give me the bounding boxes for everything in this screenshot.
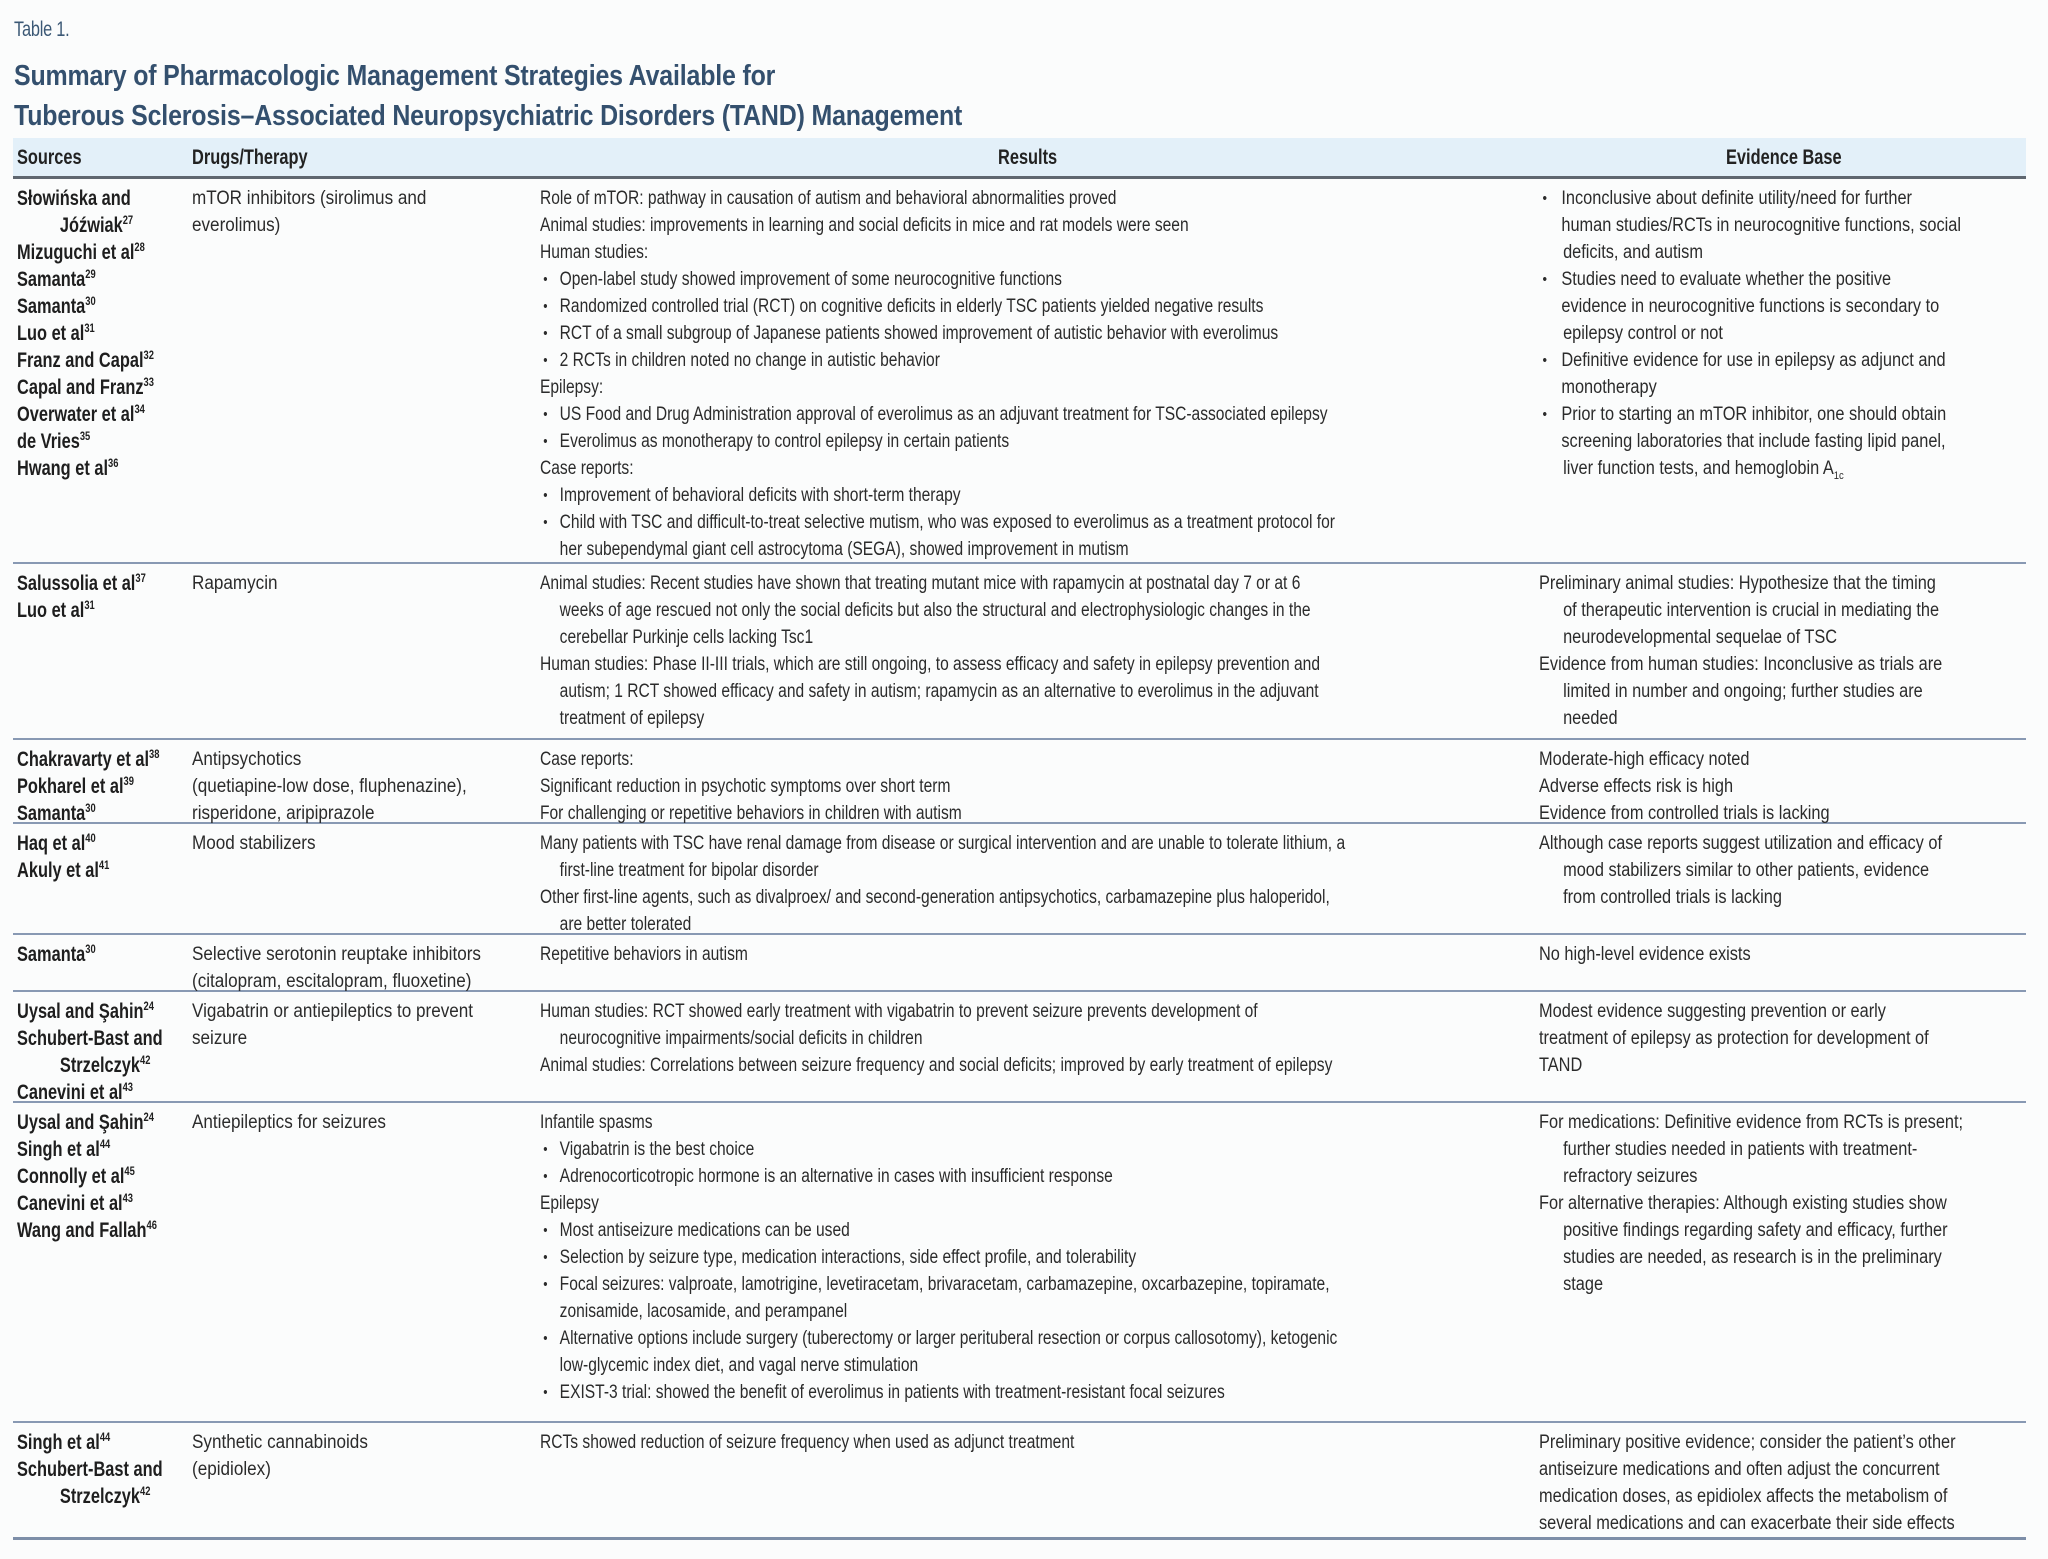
line-text: autism; 1 RCT showed efficacy and safety in autism; rapamycin as an alternative to everolimus in the adjuvant — [559, 681, 1319, 702]
source-citation — [17, 1025, 204, 1052]
evidence-base-cell — [1539, 941, 2019, 968]
source-name: Samanta — [17, 802, 86, 825]
source-name: Overwater et al — [17, 403, 135, 426]
source-name: Strzelczyk — [59, 1485, 141, 1508]
source-citation — [17, 773, 204, 800]
drug-line: (quetiapine-low dose, fluphenazine), — [192, 776, 467, 797]
continuation-line — [1539, 884, 1952, 911]
source-citation — [17, 1429, 204, 1456]
table-row — [13, 740, 2026, 824]
source-name: Akuly et al — [17, 859, 99, 882]
line-text: deficits, and autism — [1563, 242, 1703, 263]
text-line: For alternative therapies: Although existing studies show — [1539, 1193, 1947, 1214]
drug-line: Synthetic cannabinoids — [192, 1432, 368, 1453]
line-text: weeks of age rescued not only the social deficits but also the structural and electrophysiologic changes in the — [559, 600, 1311, 621]
results-cell — [540, 830, 1540, 938]
results-cell — [540, 746, 1540, 827]
results-cell — [540, 1429, 1540, 1456]
source-name: Jóźwiak — [59, 214, 123, 237]
bullet-item: • Alternative options include surgery (tuberectomy or larger perituberal resection or corpus callosotomy), ketogenic — [540, 1325, 1360, 1352]
table-row — [13, 564, 2026, 740]
line-text: first-line treatment for bipolar disorder — [559, 860, 819, 881]
drugs-therapy-cell — [192, 185, 537, 239]
evidence-base-cell — [1539, 830, 2019, 911]
bullet-item: • Open-label study showed improvement of some neurocognitive functions — [540, 266, 1360, 293]
reference-number: 35 — [79, 429, 91, 443]
bullet-item: • US Food and Drug Administration approval of everolimus as an adjuvant treatment for TSC-associated epilepsy — [540, 401, 1360, 428]
drugs-therapy-cell — [192, 570, 537, 597]
source-name: Chakravarty et al — [17, 748, 150, 771]
drugs-therapy-cell — [192, 998, 537, 1052]
evidence-base-cell — [1539, 746, 2019, 827]
reference-number: 37 — [135, 571, 146, 585]
reference-number: 31 — [84, 598, 95, 612]
table-title — [14, 56, 1390, 136]
results-cell — [540, 941, 1540, 968]
reference-number: 33 — [143, 375, 154, 389]
source-name: Słowińska and — [17, 187, 131, 210]
continuation-line — [1539, 239, 1952, 266]
reference-number: 36 — [108, 456, 119, 470]
line-text: zonisamide, lacosamide, and perampanel — [559, 1301, 848, 1322]
text-line: Animal studies: improvements in learning and social deficits in mice and rat models were seen — [540, 215, 1189, 236]
continuation-line — [540, 705, 1360, 732]
table-row — [13, 824, 2026, 935]
reference-number: 42 — [140, 1484, 151, 1498]
reference-number: 42 — [140, 1053, 151, 1067]
subscript: 1c — [1833, 470, 1844, 482]
evidence-base-cell — [1539, 998, 2019, 1079]
text-line: Human studies: RCT showed early treatment with vigabatrin to prevent seizure prevents development of — [540, 1001, 1258, 1022]
continuation-line — [540, 678, 1360, 705]
source-name: Connolly et al — [17, 1165, 125, 1188]
text-line: Case reports: — [540, 749, 634, 770]
continuation-line — [540, 624, 1360, 651]
source-citation — [17, 1190, 204, 1217]
results-cell — [540, 1109, 1540, 1406]
text-line: Modest evidence suggesting prevention or early — [1539, 1001, 1886, 1022]
table-label: Table 1. — [14, 18, 70, 41]
reference-number: 30 — [85, 294, 96, 308]
bullet-item: • EXIST-3 trial: showed the benefit of everolimus in patients with treatment-resistant focal seizures — [540, 1379, 1360, 1406]
drug-line: Antiepileptics for seizures — [192, 1112, 386, 1133]
source-citation — [17, 374, 204, 401]
bullet-item: • Most antiseizure medications can be used — [540, 1217, 1360, 1244]
source-citation — [17, 597, 204, 624]
drug-line: everolimus) — [192, 215, 281, 236]
source-citation — [17, 941, 204, 968]
line-text: liver function tests, and hemoglobin A — [1563, 458, 1834, 479]
line-text: neurodevelopmental sequelae of TSC — [1563, 627, 1838, 648]
reference-number: 44 — [99, 1137, 111, 1151]
source-citation — [17, 1217, 204, 1244]
drug-line: (citalopram, escitalopram, fluoxetine) — [192, 971, 472, 992]
source-citation — [17, 455, 204, 482]
table-row — [13, 935, 2026, 992]
continuation-line — [1539, 1271, 1952, 1298]
reference-number: 34 — [134, 402, 145, 416]
reference-number: 27 — [122, 213, 134, 227]
source-citation — [17, 857, 204, 884]
source-name: Singh et al — [17, 1431, 100, 1454]
continuation-line — [1539, 678, 1952, 705]
reference-number: 29 — [85, 267, 96, 281]
source-name: Schubert-Bast and — [17, 1458, 163, 1481]
continuation-line — [540, 597, 1360, 624]
drug-line: (epidiolex) — [192, 1459, 271, 1480]
source-citation — [17, 1052, 204, 1079]
source-citation — [17, 401, 204, 428]
source-name: Haq et al — [17, 832, 86, 855]
drugs-therapy-cell — [192, 746, 537, 827]
bullet-item: • Randomized controlled trial (RCT) on cognitive deficits in elderly TSC patients yielded negative results — [540, 293, 1360, 320]
bullet-item: • Prior to starting an mTOR inhibitor, one should obtain — [1539, 401, 1952, 428]
source-name: Canevini et al — [17, 1192, 123, 1215]
source-name: Samanta — [17, 295, 86, 318]
bullet-item: • Definitive evidence for use in epilepsy as adjunct and — [1539, 347, 1952, 374]
line-text: her subependymal giant cell astrocytoma (SEGA), showed improvement in mutism — [559, 539, 1129, 560]
bullet-item: • Focal seizures: valproate, lamotrigine, levetiracetam, brivaracetam, carbamazepine, oxcarbazepine, topiramate, — [540, 1271, 1360, 1298]
text-line: Preliminary animal studies: Hypothesize that the timing — [1539, 573, 1936, 594]
reference-number: 43 — [122, 1080, 134, 1094]
continuation-line — [1539, 705, 1952, 732]
reference-number: 41 — [98, 858, 110, 872]
continuation-line — [1539, 212, 1961, 239]
continuation-line — [1539, 1136, 1952, 1163]
line-text: limited in number and ongoing; further studies are — [1563, 681, 1923, 702]
drugs-therapy-cell — [192, 1109, 537, 1136]
line-text: monotherapy — [1561, 377, 1657, 398]
results-cell — [540, 185, 1540, 563]
text-line: Preliminary positive evidence; consider the patient’s other — [1539, 1432, 1956, 1453]
text-line: several medications and can exacerbate their side effects — [1539, 1513, 1955, 1534]
drug-line: mTOR inhibitors (sirolimus and — [192, 188, 427, 209]
continuation-line — [1539, 428, 1952, 455]
source-citation — [17, 185, 204, 212]
source-name: Uysal and Şahin — [17, 1000, 144, 1023]
line-text: stage — [1563, 1274, 1604, 1295]
source-citation — [17, 320, 204, 347]
reference-number: 32 — [143, 348, 154, 362]
header-drugs-therapy: Drugs/Therapy — [192, 146, 308, 169]
reference-number: 24 — [143, 1110, 154, 1124]
bullet-item: • Vigabatrin is the best choice — [540, 1136, 1360, 1163]
reference-number: 44 — [99, 1430, 111, 1444]
line-text: low-glycemic index diet, and vagal nerve stimulation — [559, 1355, 919, 1376]
text-line: Evidence from human studies: Inconclusive as trials are — [1539, 654, 1943, 675]
text-line: No high-level evidence exists — [1539, 944, 1751, 965]
text-line: Other first-line agents, such as divalproex/ and second-generation antipsychotics, carbamazepine plus haloperidol, — [540, 887, 1330, 908]
continuation-line — [540, 1025, 1360, 1052]
text-line: Significant reduction in psychotic symptoms over short term — [540, 776, 951, 797]
source-name: Samanta — [17, 268, 86, 291]
line-text: refractory seizures — [1563, 1166, 1698, 1187]
evidence-base-cell — [1539, 570, 2019, 732]
text-line: medication doses, as epidiolex affects the metabolism of — [1539, 1486, 1948, 1507]
source-name: Canevini et al — [17, 1081, 123, 1104]
line-text: studies are needed, as research is in the preliminary — [1563, 1247, 1942, 1268]
bullet-item: • 2 RCTs in children noted no change in autistic behavior — [540, 347, 1360, 374]
source-name: Franz and Capal — [17, 349, 144, 372]
text-line: treatment of epilepsy as protection for development of — [1539, 1028, 1929, 1049]
line-text: cerebellar Purkinje cells lacking Tsc1 — [559, 627, 814, 648]
source-name: Capal and Franz — [17, 376, 144, 399]
line-text: neurocognitive impairments/social deficits in children — [559, 1028, 923, 1049]
drug-line: Selective serotonin reuptake inhibitors — [192, 944, 481, 965]
results-cell — [540, 998, 1540, 1079]
table-row — [13, 179, 2026, 564]
source-name: Hwang et al — [17, 457, 109, 480]
line-text: treatment of epilepsy — [559, 708, 705, 729]
drug-line: seizure — [192, 1028, 248, 1049]
line-text: human studies/RCTs in neurocognitive functions, social — [1561, 215, 1961, 236]
source-citation — [17, 998, 204, 1025]
source-citation — [17, 428, 204, 455]
reference-number: 38 — [149, 747, 160, 761]
text-line: Moderate-high efficacy noted — [1539, 749, 1750, 770]
text-line: Epilepsy: — [540, 377, 604, 398]
source-citation — [17, 347, 204, 374]
source-citation — [17, 1109, 204, 1136]
reference-number: 45 — [124, 1164, 135, 1178]
source-name: Strzelczyk — [59, 1054, 141, 1077]
text-line: Although case reports suggest utilization and efficacy of — [1539, 833, 1943, 854]
source-name: Uysal and Şahin — [17, 1111, 144, 1134]
reference-number: 28 — [134, 240, 145, 254]
reference-number: 40 — [85, 831, 96, 845]
continuation-line — [540, 536, 1360, 563]
table-row — [13, 992, 2026, 1103]
text-line: For medications: Definitive evidence from RCTs is present; — [1539, 1112, 1964, 1133]
continuation-line — [1539, 293, 1952, 320]
evidence-base-cell — [1539, 1429, 2019, 1537]
reference-number: 24 — [143, 999, 154, 1013]
source-name: Singh et al — [17, 1138, 100, 1161]
line-text: evidence in neurocognitive functions is secondary to — [1561, 296, 1940, 317]
continuation-line — [1539, 857, 1952, 884]
drugs-therapy-cell — [192, 941, 537, 995]
text-line: Human studies: — [540, 242, 649, 263]
line-text: positive findings regarding safety and efficacy, further — [1563, 1220, 1948, 1241]
continuation-line — [1539, 597, 1952, 624]
source-citation — [17, 293, 204, 320]
source-name: Luo et al — [17, 322, 85, 345]
table-header — [13, 138, 2026, 179]
text-line: Infantile spasms — [540, 1112, 653, 1133]
text-line: Evidence from controlled trials is lacking — [1539, 803, 1830, 824]
text-line: Role of mTOR: pathway in causation of autism and behavioral abnormalities proved — [540, 188, 1117, 209]
line-text: further studies needed in patients with treatment- — [1563, 1139, 1918, 1160]
table-body — [13, 179, 2026, 1540]
text-line: RCTs showed reduction of seizure frequency when used as adjunct treatment — [540, 1432, 1075, 1453]
line-text: from controlled trials is lacking — [1563, 887, 1782, 908]
reference-number: 46 — [146, 1218, 157, 1232]
source-citation — [17, 1456, 204, 1483]
title-line: Summary of Pharmacologic Management Strategies Available for — [14, 60, 776, 92]
source-name: Luo et al — [17, 599, 85, 622]
text-line: Adverse effects risk is high — [1539, 776, 1734, 797]
reference-number: 39 — [123, 774, 134, 788]
title-line: Tuberous Sclerosis–Associated Neuropsychiatric Disorders (TAND) Management — [14, 100, 963, 132]
source-name: de Vries — [17, 430, 80, 453]
header-sources: Sources — [17, 146, 82, 169]
source-name: Pokharel et al — [17, 775, 124, 798]
evidence-base-cell — [1539, 185, 2019, 482]
source-name: Salussolia et al — [17, 572, 136, 595]
source-citation — [17, 1483, 204, 1510]
drug-line: Antipsychotics — [192, 749, 302, 770]
source-name: Mizuguchi et al — [17, 241, 135, 264]
text-line: Epilepsy — [540, 1193, 599, 1214]
continuation-line — [1539, 1244, 1952, 1271]
source-citation — [17, 830, 204, 857]
evidence-base-cell — [1539, 1109, 2019, 1298]
continuation-line — [540, 1352, 1360, 1379]
continuation-line — [1539, 624, 1952, 651]
source-name: Wang and Fallah — [17, 1219, 147, 1242]
continuation-line — [1539, 1217, 1952, 1244]
drug-line: Vigabatrin or antiepileptics to prevent — [192, 1001, 474, 1022]
text-line: Human studies: Phase II-III trials, which are still ongoing, to assess efficacy and safety in epilepsy prevention and — [540, 654, 1320, 675]
source-citation — [17, 1163, 204, 1190]
text-line: Animal studies: Recent studies have shown that treating mutant mice with rapamycin at postnatal day 7 or at 6 — [540, 573, 1301, 594]
reference-number: 30 — [85, 942, 96, 956]
continuation-line — [540, 1298, 1360, 1325]
continuation-line — [540, 857, 1360, 884]
continuation-line — [1539, 320, 1952, 347]
reference-number: 31 — [84, 321, 95, 335]
continuation-line — [540, 911, 1360, 938]
reference-number: 30 — [85, 801, 96, 815]
bullet-item: • Adrenocorticotropic hormone is an alternative in cases with insufficient response — [540, 1163, 1360, 1190]
source-citation — [17, 800, 204, 827]
line-text: screening laboratories that include fasting lipid panel, — [1561, 431, 1946, 452]
continuation-line — [1539, 374, 1952, 401]
results-cell — [540, 570, 1540, 732]
source-citation — [17, 239, 204, 266]
drug-line: Mood stabilizers — [192, 833, 316, 854]
bullet-item: • Child with TSC and difficult-to-treat selective mutism, who was exposed to everolimus as a treatment protocol for — [540, 509, 1360, 536]
bullet-item: • Studies need to evaluate whether the positive — [1539, 266, 1952, 293]
text-line: For challenging or repetitive behaviors in children with autism — [540, 803, 962, 824]
continuation-line — [1539, 1163, 1952, 1190]
source-citation — [17, 746, 204, 773]
text-line: Animal studies: Correlations between seizure frequency and social deficits; improved by early treatment of epilepsy — [540, 1055, 1333, 1076]
text-line: Many patients with TSC have renal damage from disease or surgical intervention and are unable to tolerate lithium, a — [540, 833, 1346, 854]
source-citation — [17, 266, 204, 293]
bullet-item: • RCT of a small subgroup of Japanese patients showed improvement of autistic behavior with everolimus — [540, 320, 1360, 347]
header-evidence-base: Evidence Base — [1726, 146, 1842, 169]
line-text: of therapeutic intervention is crucial in mediating the — [1563, 600, 1940, 621]
drug-line: risperidone, aripiprazole — [192, 803, 375, 824]
source-name: Schubert-Bast and — [17, 1027, 163, 1050]
bullet-item: • Inconclusive about definite utility/need for further — [1539, 185, 1952, 212]
bullet-item: • Everolimus as monotherapy to control epilepsy in certain patients — [540, 428, 1360, 455]
line-text: epilepsy control or not — [1563, 323, 1723, 344]
text-line: Repetitive behaviors in autism — [540, 944, 748, 965]
source-citation — [17, 570, 204, 597]
line-text: needed — [1563, 708, 1618, 729]
header-results: Results — [998, 146, 1058, 169]
source-name: Samanta — [17, 943, 86, 966]
drugs-therapy-cell — [192, 830, 537, 857]
bullet-item: • Selection by seizure type, medication interactions, side effect profile, and tolerability — [540, 1244, 1360, 1271]
source-citation — [17, 1136, 204, 1163]
drug-line: Rapamycin — [192, 573, 278, 594]
line-text: mood stabilizers similar to other patients, evidence — [1563, 860, 1930, 881]
line-text: are better tolerated — [559, 914, 692, 935]
text-line: antiseizure medications and often adjust the concurrent — [1539, 1459, 1940, 1480]
source-citation — [17, 1079, 204, 1106]
source-citation — [17, 212, 204, 239]
table-row — [13, 1423, 2026, 1540]
continuation-line — [1539, 455, 1952, 482]
table-row — [13, 1103, 2026, 1423]
text-line: TAND — [1539, 1055, 1583, 1076]
bullet-item: • Improvement of behavioral deficits with short-term therapy — [540, 482, 1360, 509]
reference-number: 43 — [122, 1191, 134, 1205]
management-table — [13, 138, 2026, 1540]
drugs-therapy-cell — [192, 1429, 537, 1483]
text-line: Case reports: — [540, 458, 634, 479]
